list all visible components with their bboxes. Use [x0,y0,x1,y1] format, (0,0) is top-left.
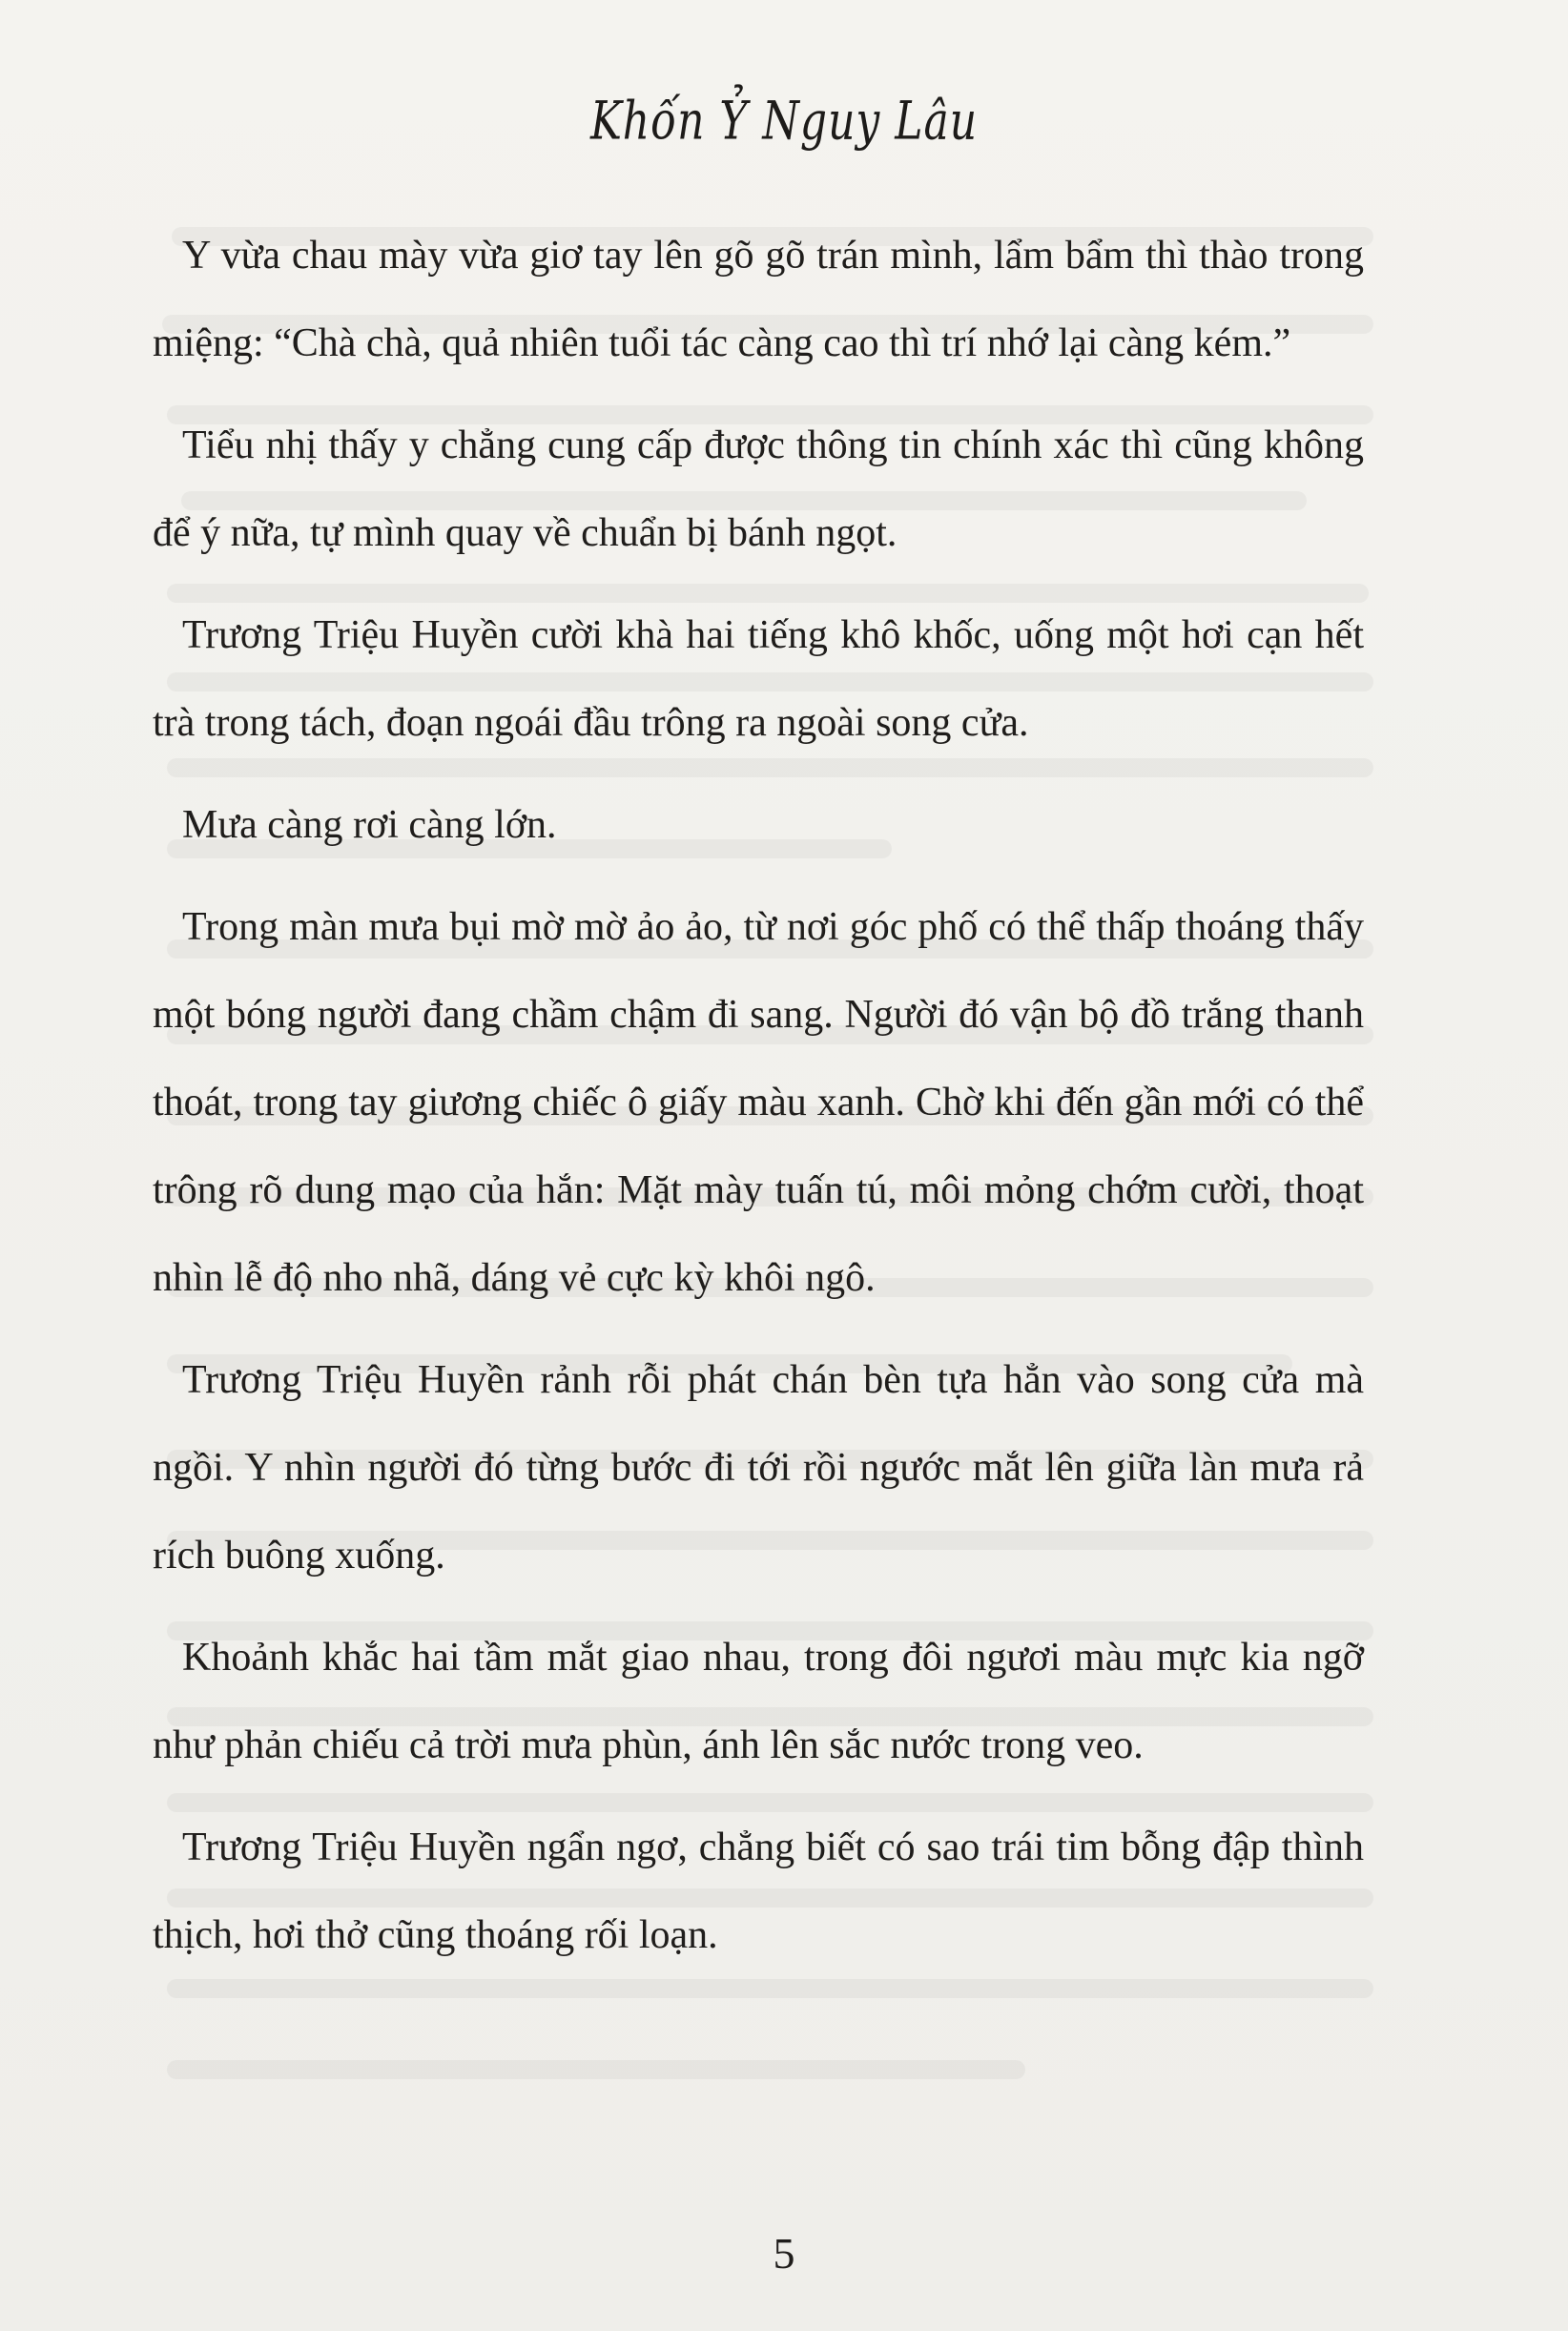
paragraph: Trong màn mưa bụi mờ mờ ảo ảo, từ nơi góc phố có thể thấp thoáng thấy một bóng người đang chầm chậm đi sang. Người đó vận bộ đồ trắng thanh thoát, trong tay giương chiếc ô giấy màu xanh. Chờ khi đến gần mới có thể trông rõ dung mạo của hắn: Mặt mày tuấn tú, môi mỏng chớm cười, thoạt nhìn lễ độ nho nhã, dáng vẻ cực kỳ khôi ngô. [153,905,1364,1300]
page-number: 5 [773,2229,795,2278]
paragraph: Trương Triệu Huyền cười khà hai tiếng khô khốc, uống một hơi cạn hết trà trong tách, đoạn ngoái đầu trông ra ngoài song cửa. [153,613,1364,745]
paragraph: Khoảnh khắc hai tầm mắt giao nhau, trong đôi ngươi màu mực kia ngỡ như phản chiếu cả trời mưa phùn, ánh lên sắc nước trong veo. [153,1636,1364,1767]
paragraph: Trương Triệu Huyền ngẩn ngơ, chẳng biết có sao trái tim bỗng đập thình thịch, hơi thở cũng thoáng rối loạn. [153,1826,1364,1957]
paragraph: Y vừa chau mày vừa giơ tay lên gõ gõ trán mình, lẩm bẩm thì thào trong miệng: “Chà chà, quả nhiên tuổi tác càng cao thì trí nhớ lại càng kém.” [153,234,1364,365]
paragraph: Mưa càng rơi càng lớn. [182,803,557,847]
paragraph: Trương Triệu Huyền rảnh rỗi phát chán bèn tựa hẳn vào song cửa mà ngồi. Y nhìn người đó từng bước đi tới rồi ngước mắt lên giữa làn mưa rả rích buông xuống. [153,1358,1364,1578]
body-text [153,212,1364,1993]
paragraph: Tiểu nhị thấy y chẳng cung cấp được thông tin chính xác thì cũng không để ý nữa, tự mình quay về chuẩn bị bánh ngọt. [153,423,1364,555]
running-title: Khốn Ỷ Nguy Lâu [589,91,979,153]
